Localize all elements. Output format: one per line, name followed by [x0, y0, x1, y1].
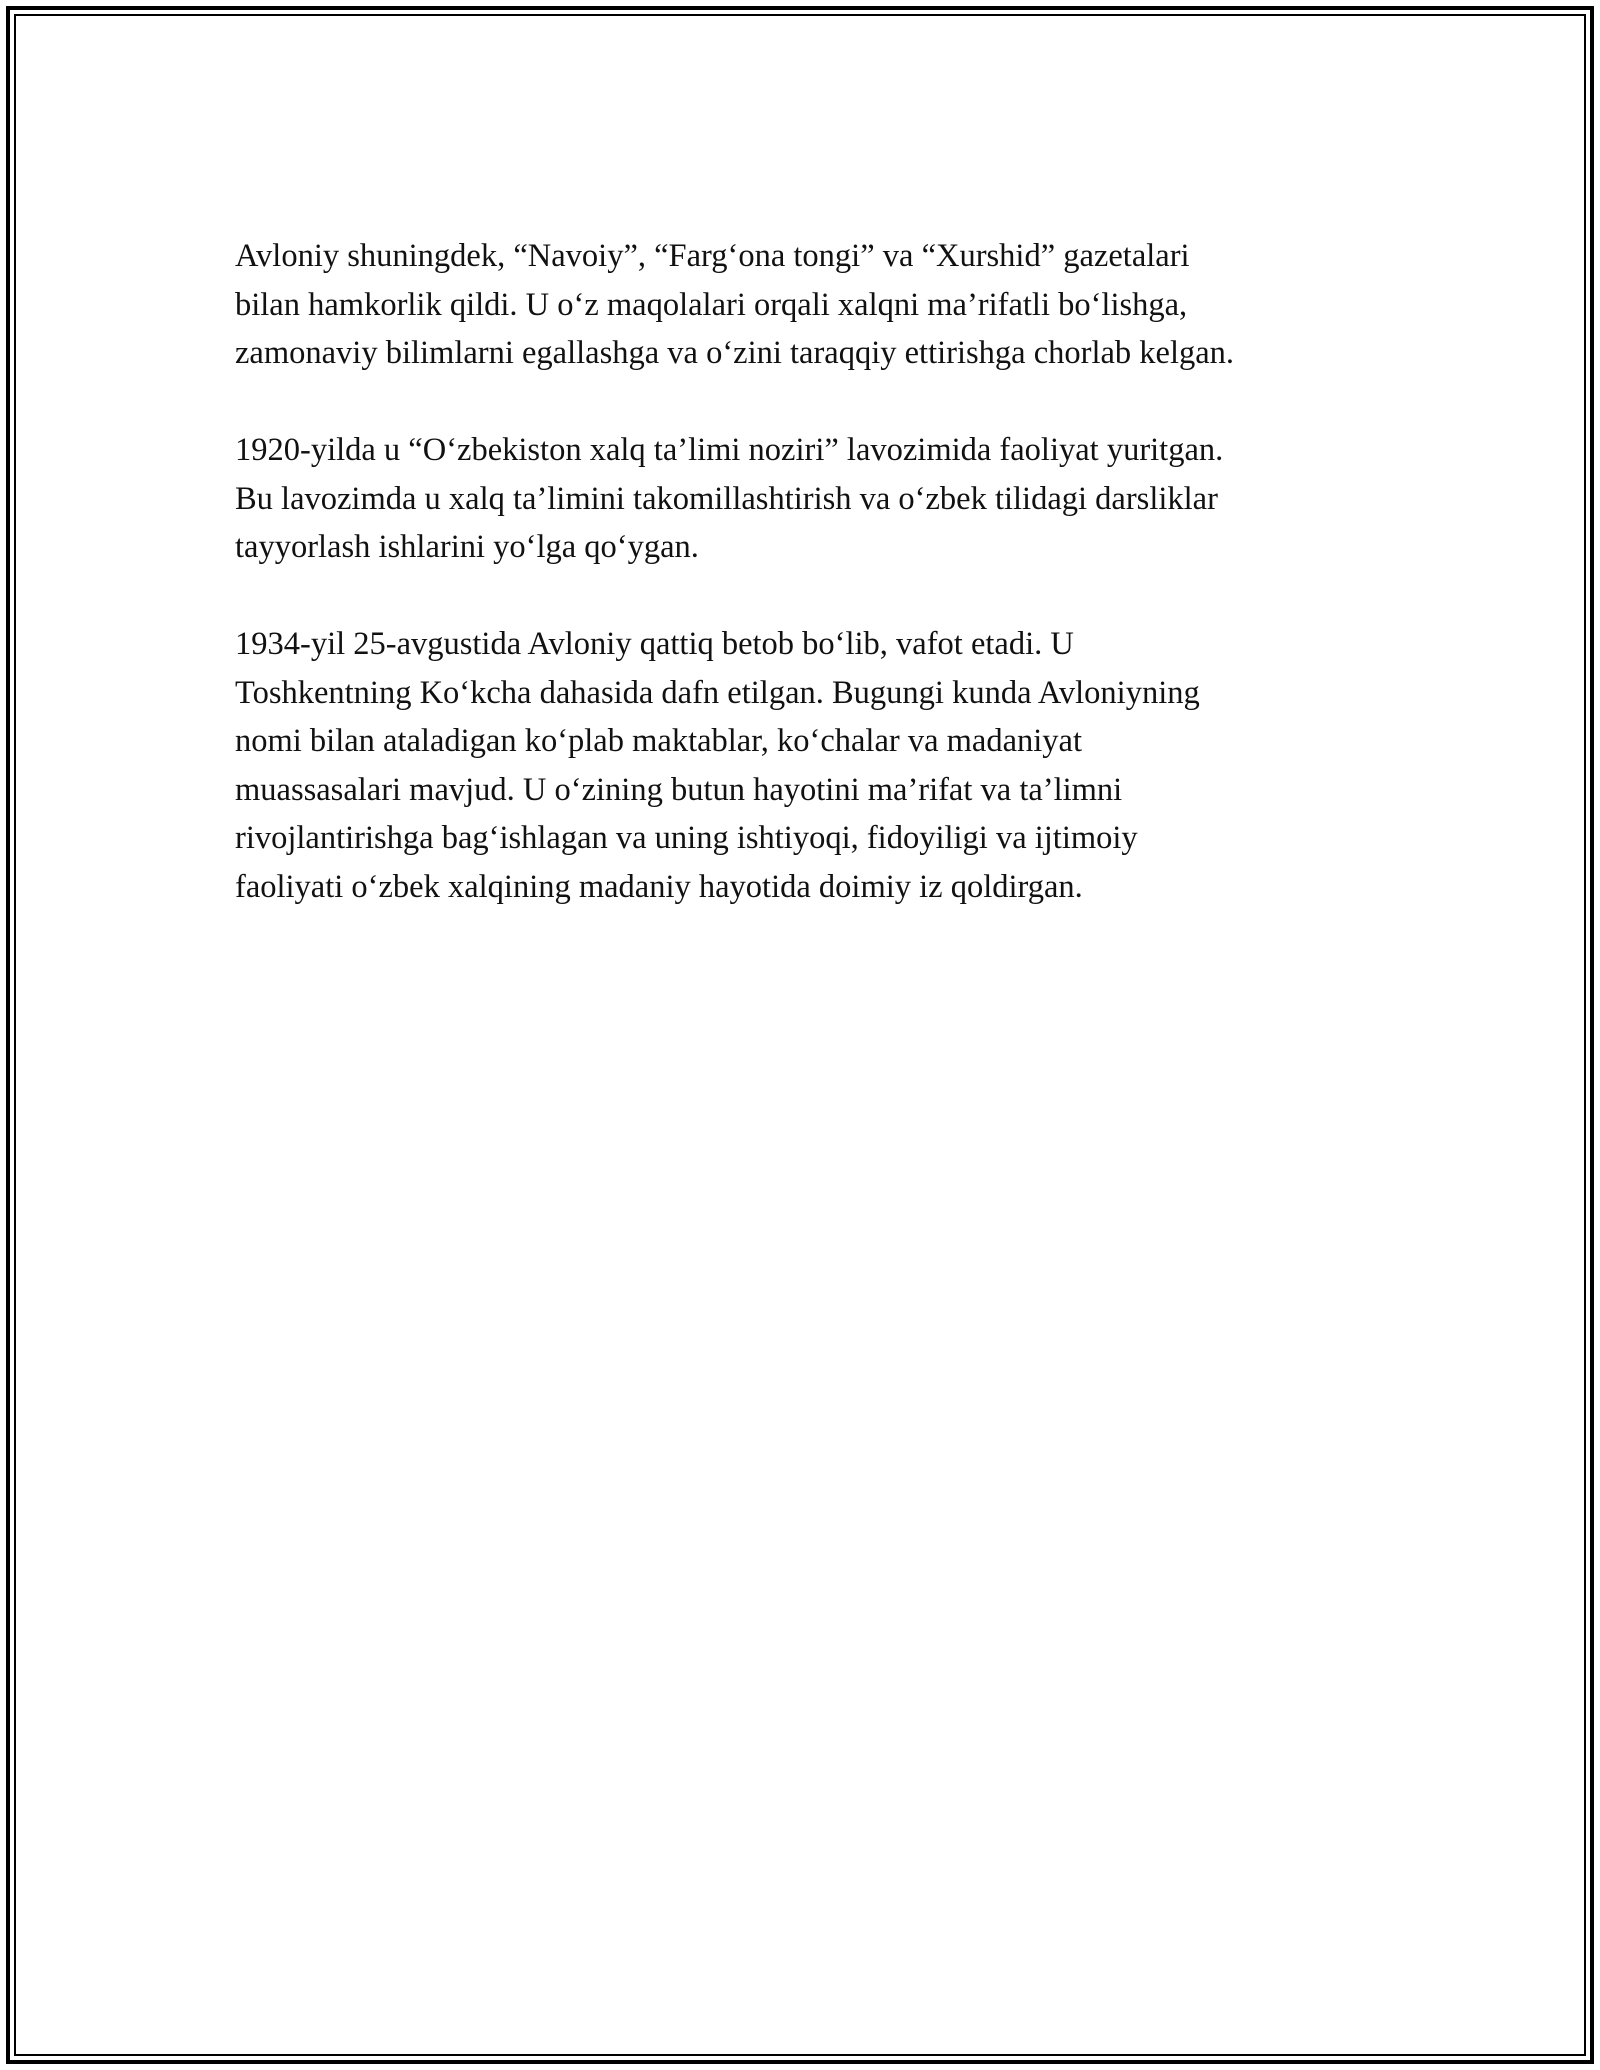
paragraph-2: 1920-yilda u “O‘zbekiston xalq ta’limi noziri” lavozimida faoliyat yuritgan. Bu lavozimda u xalq ta’limini takomillashtirish va o‘zbek tilidagi darsliklar tayyorlash ishlarini yo‘lga qo‘ygan. — [235, 432, 1224, 565]
paragraph-3: 1934-yil 25-avgustida Avloniy qattiq betob bo‘lib, vafot etadi. U Toshkentning Ko‘kcha dahasida dafn etilgan. Bugungi kunda Avloniyning nomi bilan ataladigan ko‘plab maktablar, ko‘chalar va madaniyat muassasalari mavjud. U o‘zining butun hayotini ma’rifat va ta’limni rivojlantirishga bag‘ishlagan va uning ishtiyoqi, fidoyiligi va ijtimoiy faoliyati o‘zbek xalqining madaniy hayotida doimiy iz qoldirgan. — [235, 626, 1200, 905]
document-body — [235, 232, 1385, 960]
paragraph-1: Avloniy shuningdek, “Navoiy”, “Farg‘ona tongi” va “Xurshid” gazetalari bilan hamkorlik qildi. U o‘z maqolalari orqali xalqni ma’rifatli bo‘lishga, zamonaviy bilimlarni egallashga va o‘zini taraqqiy ettirishga chorlab kelgan. — [235, 238, 1235, 371]
